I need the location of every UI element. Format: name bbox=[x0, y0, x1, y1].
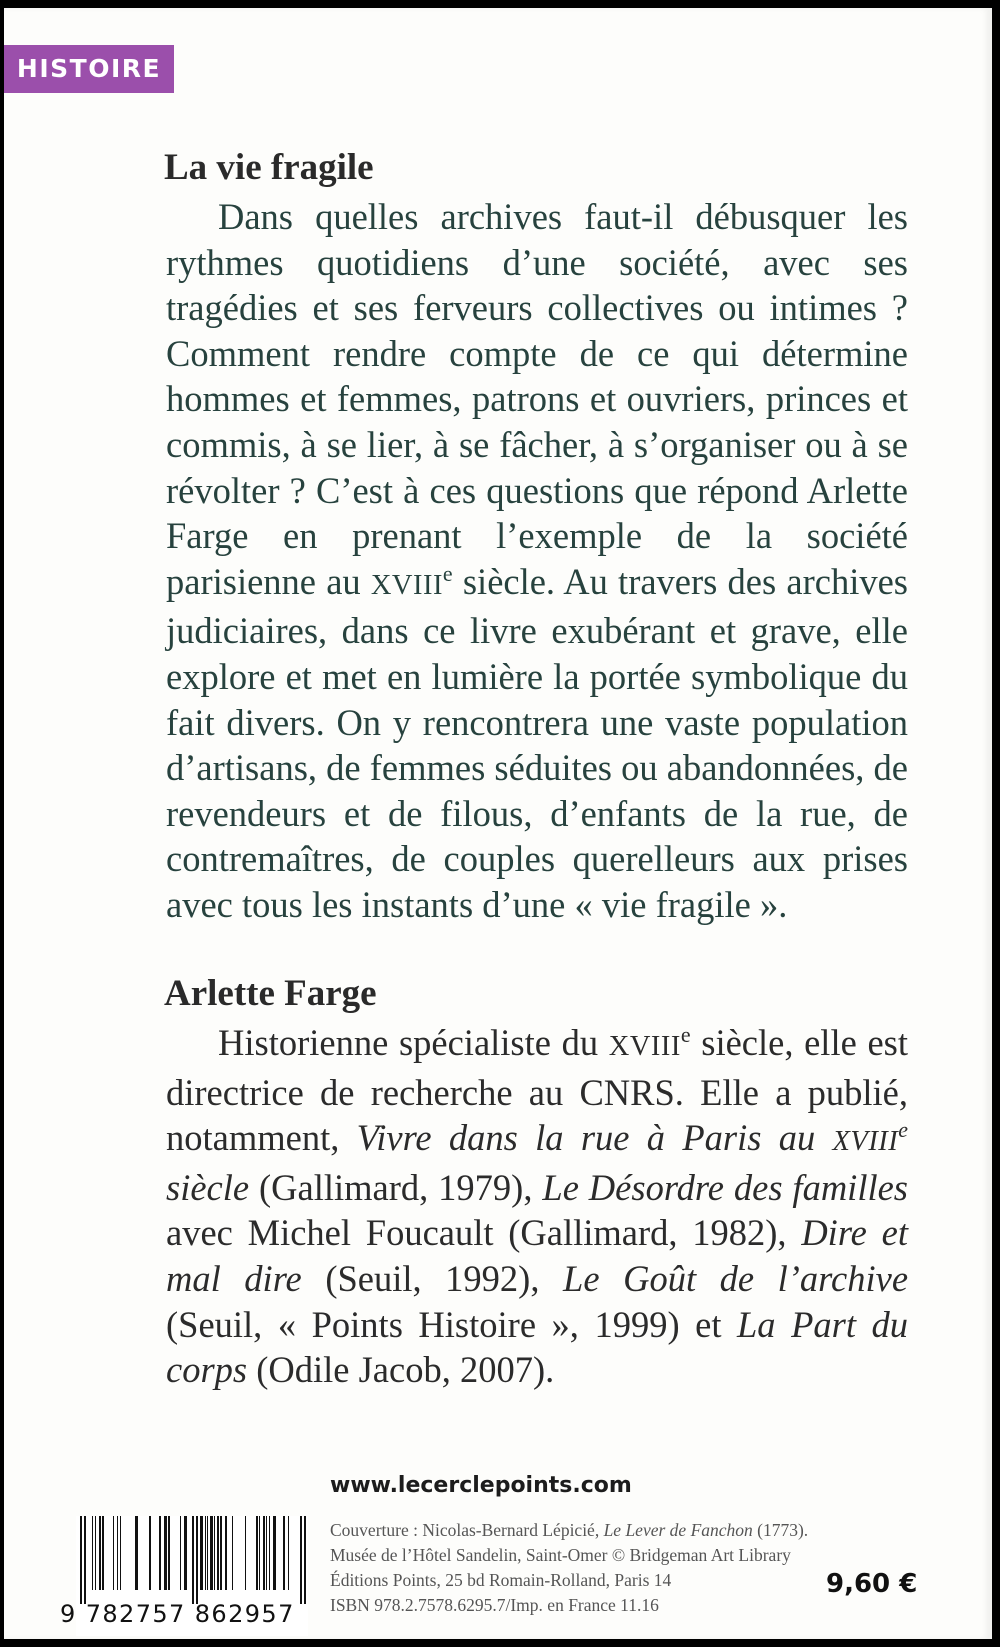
credit-line-cover bbox=[330, 1520, 850, 1541]
barcode-bar bbox=[214, 1516, 215, 1590]
barcode-bar bbox=[92, 1516, 93, 1590]
book-title-dire: Dire et mal dire bbox=[166, 1212, 908, 1299]
bio-text-1: Historienne spécialiste du bbox=[218, 1022, 599, 1063]
barcode-bar bbox=[269, 1516, 270, 1590]
section-title-author: Arlette Farge bbox=[164, 973, 377, 1014]
barcode-bar bbox=[192, 1516, 194, 1604]
barcode-bar bbox=[200, 1516, 203, 1590]
barcode-bar bbox=[95, 1516, 96, 1590]
website-url: www.lecerclepoints.com bbox=[330, 1473, 632, 1498]
barcode-bar bbox=[266, 1516, 267, 1590]
category-label: HISTOIRE bbox=[16, 54, 162, 83]
barcode-bar bbox=[117, 1516, 118, 1590]
bio-text-7: (Odile Jacob, 2007). bbox=[256, 1349, 555, 1391]
credit-cover-prefix: Couverture : Nicolas-Bernard Lépicié, bbox=[330, 1520, 600, 1540]
section-title-vie-fragile: La vie fragile bbox=[164, 147, 374, 188]
credit-line-museum: Musée de l’Hôtel Sandelin, Saint-Omer © Bridgeman Art Library bbox=[330, 1545, 791, 1565]
barcode-bar bbox=[102, 1516, 104, 1590]
category-badge bbox=[4, 45, 174, 93]
bio-century: XVIII bbox=[608, 1031, 681, 1062]
summary-text-part1: Dans quelles archives faut-il débusquer les rythmes quotidiens d’une société, avec ses tragédies et ses ferveurs collectives ou intimes ? Comment rendre compte de ce qui détermine hommes et femmes, patrons et ouvriers, princes et commis, à se lier, à se fâcher, à s’organiser ou à se révolter ? C’est à ces questions que répond Arlette Farge en prenant l’exemple de la société parisienne au bbox=[166, 196, 908, 602]
book-title-century: XVIII bbox=[832, 1126, 899, 1158]
barcode-bar bbox=[205, 1516, 206, 1590]
book-title-century-suffix: e bbox=[898, 1117, 908, 1143]
barcode-bar bbox=[207, 1516, 208, 1590]
credit-cover-suffix: (1773). bbox=[757, 1520, 809, 1540]
book-title-part: La Part du corps bbox=[166, 1303, 908, 1391]
barcode-bar bbox=[99, 1516, 101, 1590]
author-bio-paragraph bbox=[166, 1020, 908, 1393]
barcode-digits: 9 782757 862957 bbox=[60, 1600, 295, 1628]
barcode-bar bbox=[300, 1516, 302, 1604]
barcode-bar bbox=[245, 1516, 246, 1590]
barcode-bar bbox=[220, 1516, 222, 1590]
century-numeral: XVIII bbox=[370, 569, 443, 601]
credit-line-isbn: ISBN 978.2.7578.6295.7/Imp. en France 11.16 bbox=[330, 1595, 659, 1615]
barcode bbox=[60, 1516, 308, 1636]
bio-text-3: (Gallimard, 1979), bbox=[259, 1166, 533, 1208]
barcode-bar bbox=[120, 1516, 121, 1590]
barcode-bar bbox=[256, 1516, 258, 1590]
barcode-bar bbox=[304, 1516, 306, 1604]
barcode-bar bbox=[84, 1516, 86, 1604]
barcode-bar bbox=[232, 1516, 233, 1590]
barcode-bar bbox=[283, 1516, 285, 1590]
barcode-bar bbox=[168, 1516, 170, 1590]
barcode-bar bbox=[184, 1516, 187, 1590]
barcode-bar bbox=[80, 1516, 82, 1604]
barcode-bar bbox=[159, 1516, 161, 1590]
credit-cover-title: Le Lever de Fanchon bbox=[603, 1520, 753, 1540]
book-title-desordre: Le Désordre des familles bbox=[542, 1166, 909, 1208]
barcode-bars bbox=[76, 1516, 308, 1606]
barcode-bar bbox=[263, 1516, 265, 1590]
barcode-bar bbox=[225, 1516, 227, 1590]
barcode-bar bbox=[210, 1516, 213, 1590]
barcode-bar bbox=[288, 1516, 289, 1590]
credit-line-publisher: Éditions Points, 25 bd Romain-Rolland, Paris 14 bbox=[330, 1570, 672, 1590]
bio-text-5: (Seuil, 1992), bbox=[325, 1257, 540, 1299]
bio-text-2: siècle, elle est directrice de recherche au CNRS. Elle a publié, notamment, bbox=[166, 1022, 908, 1159]
century-suffix: e bbox=[442, 560, 453, 586]
barcode-bar bbox=[217, 1516, 219, 1590]
barcode-bar bbox=[259, 1516, 260, 1590]
bio-century-suffix: e bbox=[680, 1021, 691, 1047]
barcode-bar bbox=[180, 1516, 181, 1590]
barcode-bar bbox=[196, 1516, 198, 1604]
summary-text-part2: siècle. Au travers des archives judiciaires, dans ce livre exubérant et grave, elle explore et met en lumière la portée symbolique du fait divers. On y rencontrera une vaste population d’artisans, de femmes séduites ou abandonnées, de revendeurs et de filous, d’enfants de la rue, de contremaîtres, de couples querelleurs aux prises avec tous les instants d’une « vie fragile ». bbox=[166, 560, 909, 925]
barcode-bar bbox=[149, 1516, 151, 1590]
price-tag: 9,60 € bbox=[826, 1569, 918, 1599]
book-title-gout: Le Goût de l’archive bbox=[563, 1257, 909, 1299]
barcode-bar bbox=[164, 1516, 167, 1590]
bio-text-6: (Seuil, « Points Histoire », 1999) et bbox=[166, 1303, 722, 1345]
summary-paragraph bbox=[166, 194, 908, 928]
book-title-vivre-end: siècle bbox=[166, 1166, 250, 1208]
book-title-vivre-text: Vivre dans la rue à Paris au bbox=[356, 1117, 816, 1159]
barcode-bar bbox=[113, 1516, 114, 1590]
barcode-bar bbox=[273, 1516, 276, 1590]
book-back-cover bbox=[4, 8, 992, 1639]
barcode-bar bbox=[135, 1516, 138, 1590]
bio-text-4: avec Michel Foucault (Gallimard, 1982), bbox=[166, 1212, 787, 1254]
